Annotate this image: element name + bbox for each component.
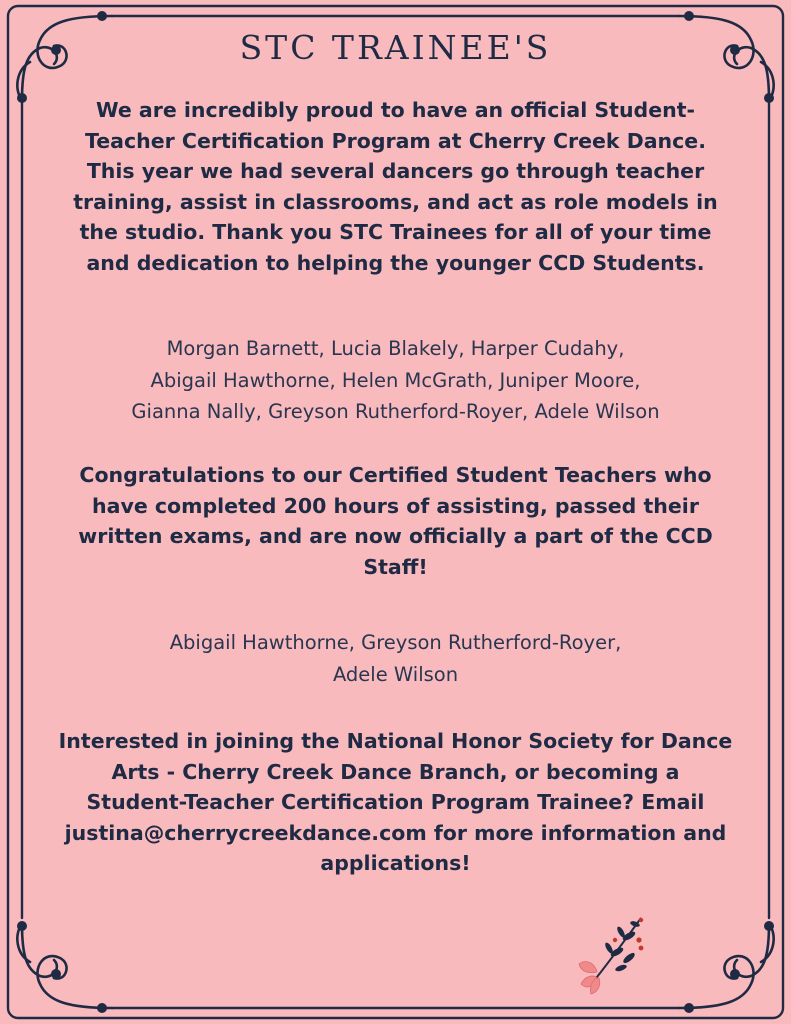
trainee-names-line: Morgan Barnett, Lucia Blakely, Harper Cudahy, (166, 337, 625, 360)
intro-line: the studio. Thank you STC Trainees for all of your time (79, 220, 712, 244)
contact-line: Interested in joining the National Honor Society for Dance (58, 729, 733, 753)
contact-paragraph (36, 726, 755, 879)
congrats-line: Staff! (363, 554, 428, 579)
floral-sprig-icon (575, 912, 655, 1002)
intro-line: and dedication to helping the younger CCD Students. (86, 250, 705, 275)
trainee-names (36, 333, 755, 428)
contact-line: Student-Teacher Certification Program Trainee? Email (86, 790, 705, 814)
certified-names (36, 627, 755, 690)
congrats-paragraph (36, 460, 755, 582)
intro-line: This year we had several dancers go through teacher (86, 159, 705, 183)
congrats-line: written exams, and are now officially a part of the CCD (78, 524, 713, 548)
certified-names-line: Abigail Hawthorne, Greyson Rutherford-Royer, (169, 631, 622, 654)
congrats-line: Congratulations to our Certified Student Teachers who (79, 463, 712, 487)
intro-paragraph (36, 95, 755, 278)
contact-email-line[interactable]: justina@cherrycreekdance.com for more information and (64, 820, 727, 845)
page-title: STC TRAINEE'S (239, 28, 552, 67)
trainee-names-line: Gianna Nally, Greyson Rutherford-Royer, Adele Wilson (131, 400, 660, 423)
trainee-names-line: Abigail Hawthorne, Helen McGrath, Juniper Moore, (150, 368, 641, 392)
contact-line: applications! (320, 851, 471, 875)
congrats-line: have completed 200 hours of assisting, passed their (92, 493, 699, 518)
intro-line: Teacher Certification Program at Cherry Creek Dance. (85, 128, 706, 153)
certified-names-line: Adele Wilson (332, 662, 459, 686)
intro-line: training, assist in classrooms, and act as role models in (73, 189, 718, 214)
intro-line: We are incredibly proud to have an official Student- (95, 98, 696, 122)
contact-line: Arts - Cherry Creek Dance Branch, or becoming a (111, 759, 680, 784)
